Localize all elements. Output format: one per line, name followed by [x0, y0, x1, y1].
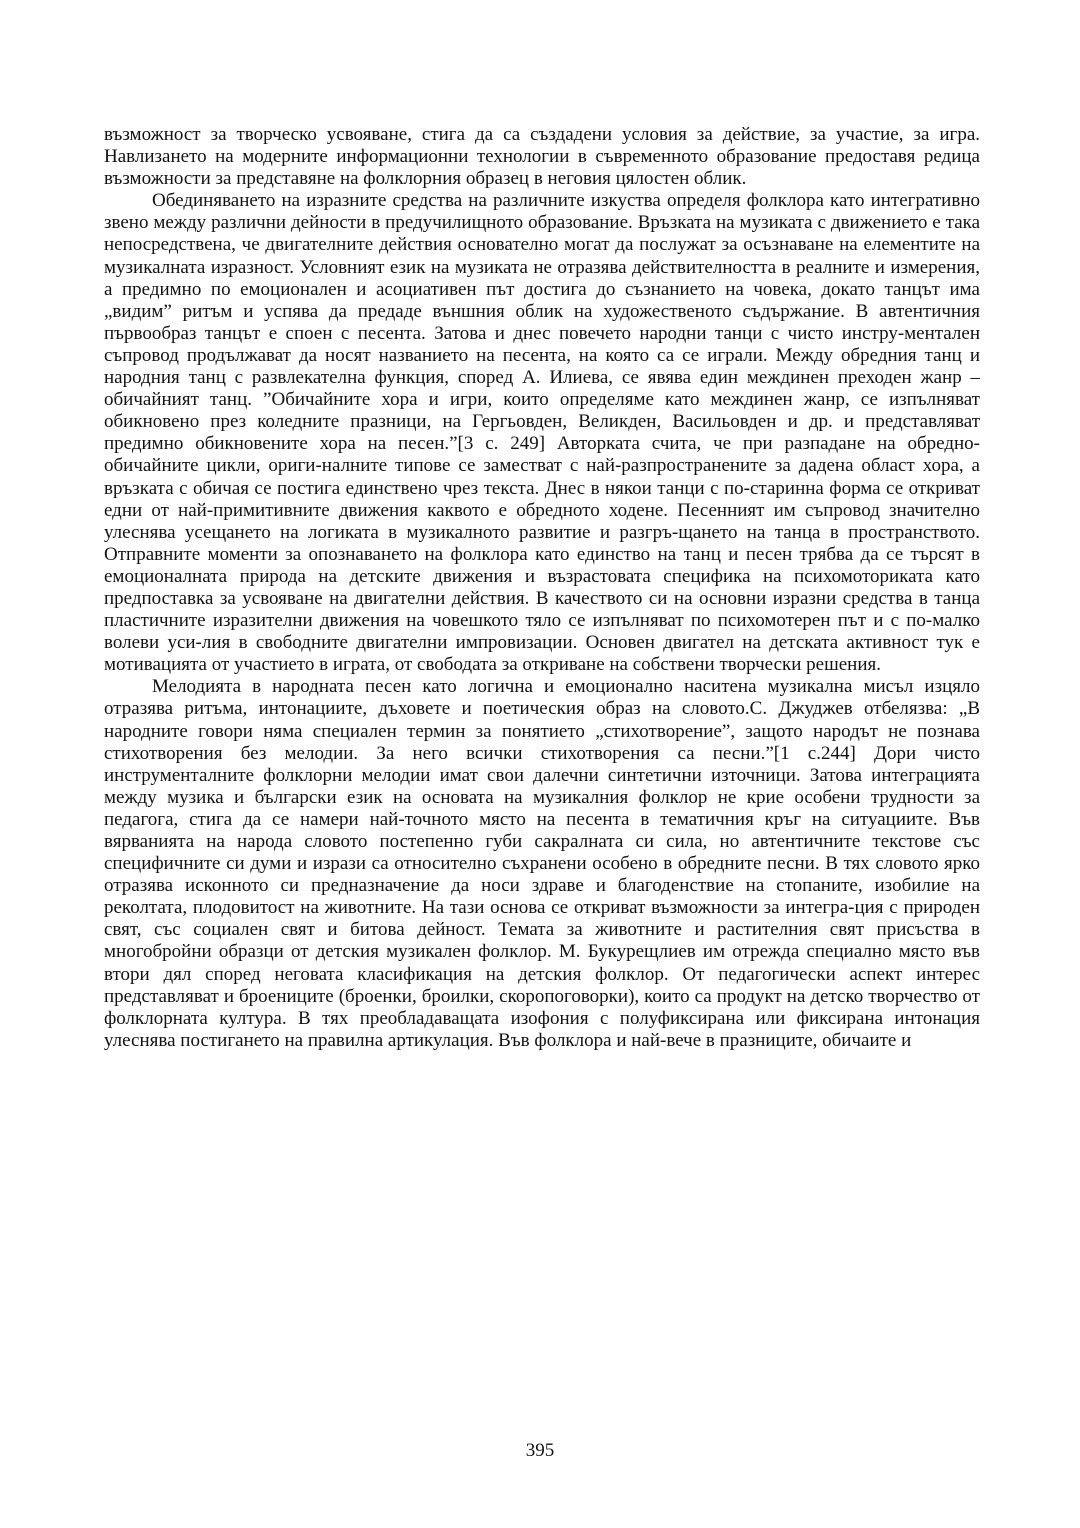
- paragraph-melody-folk-song: Мелодията в народната песен като логична и емоционално наситена музикална мисъл изцяло отразява ритъма, интонациите, дъховете и поетическия образ на словото.С. Джуджев отбелязва: „В народните говори няма специален термин за понятието „стихотворение”, защото народът не познава стихотворения без мелодии. За него всички стихотворения са песни.”[1 с.244] Дори чисто инструменталните фолклорни мелодии имат свои далечни синтетични източници. Затова интеграцията между музика и български език на основата на музикалния фолклор не крие особени трудности за педагога, стига да се намери най-точното място на песента в тематичния кръг на ситуациите. Във вярванията на народа словото постепенно губи сакралната си сила, но автентичните текстове със специфичните си думи и изрази са относително съхранени особено в обредните песни. В тях словото ярко отразява исконното си предназначение да носи здраве и благоденствие на стопаните, изобилие на реколтата, плодовитост на животните. На тази основа се откриват възможности за интегра-ция с природен свят, със социален свят и битова дейност. Темата за животните и растителния свят присъства в многобройни образци от детския музикален фолклор. М. Букурещлиев им отрежда специално място във втори дял според неговата класификация на детския фолклор. От педагогически аспект интерес представляват и броениците (броенки, броилки, скоропоговорки), които са продукт на детско творчество от фолклорната култура. В тях преобладаващата изофония с полуфиксирана или фиксирана интонация улеснява постигането на правилна артикулация. Във фолклора и най-вече в празниците, обичаите и: [104, 676, 980, 1051]
- paragraph-continuation: възможност за творческо усвояване, стига да са създадени условия за действие, за участие, за игра. Навлизането на модерните информационни технологии в съвременното образование предоставя редица възможности за представяне на фолклорния образец в неговия цялостен облик.: [104, 124, 980, 190]
- body-text: [104, 124, 980, 1052]
- page-number: 395: [525, 1440, 555, 1461]
- paragraph-folklore-integration: Обединяването на изразните средства на различните изкуства определя фолклора като интегративно звено между различни дейности в предучилищното образование. Връзката на музиката с движението е така непосредствена, че двигателните действия основателно могат да послужат за осъзнаване на елементите на музикалната изразност. Условният език на музиката не отразява действителността в реалните и измерения, а предимно по емоционален и асоциативен път достига до съзнанието на човека, докато танцът има „видим” ритъм и успява да предаде външния облик на художественото съдържание. В автентичния първообраз танцът е споен с песента. Затова и днес повечето народни танци с чисто инстру-ментален съпровод продължават да носят названието на песента, на която са се играли. Между обредния танц и народния танц с развлекателна функция, според А. Илиева, се явява един междинен преходен жанр – обичайният танц. ”Обичайните хора и игри, които определяме като междинен жанр, се изпълняват обикновено през коледните празници, на Гергьовден, Великден, Васильовден и др. и представляват предимно обикновените хора на песен.”[3 с. 249] Авторката счита, че при разпадане на обредно-обичайните цикли, ориги-налните типове се заместват с най-разпространените за дадена област хора, а връзката с обичая се постига единствено чрез текста. Днес в някои танци с по-старинна форма се откриват едни от най-примитивните движения каквото е обредното ходене. Песенният им съпровод значително улеснява усещането на логиката в музикалното развитие и разгръ-щането на танца в пространството. Отправните моменти за опознаването на фолклора като единство на танц и песен трябва да се търсят в емоционалната природа на детските движения и възрастовата специфика на психомоториката като предпоставка за усвояване на двигателни действия. В качеството си на основни изразни средства в танца пластичните изразителни движения на човешкото тяло се изпълняват по психомотерен път и с по-малко волеви уси-лия в свободните двигателни импровизации. Основен двигател на детската активност тук е мотивацията от участието в играта, от свободата за откриване на собствени творчески решения.: [104, 190, 980, 676]
